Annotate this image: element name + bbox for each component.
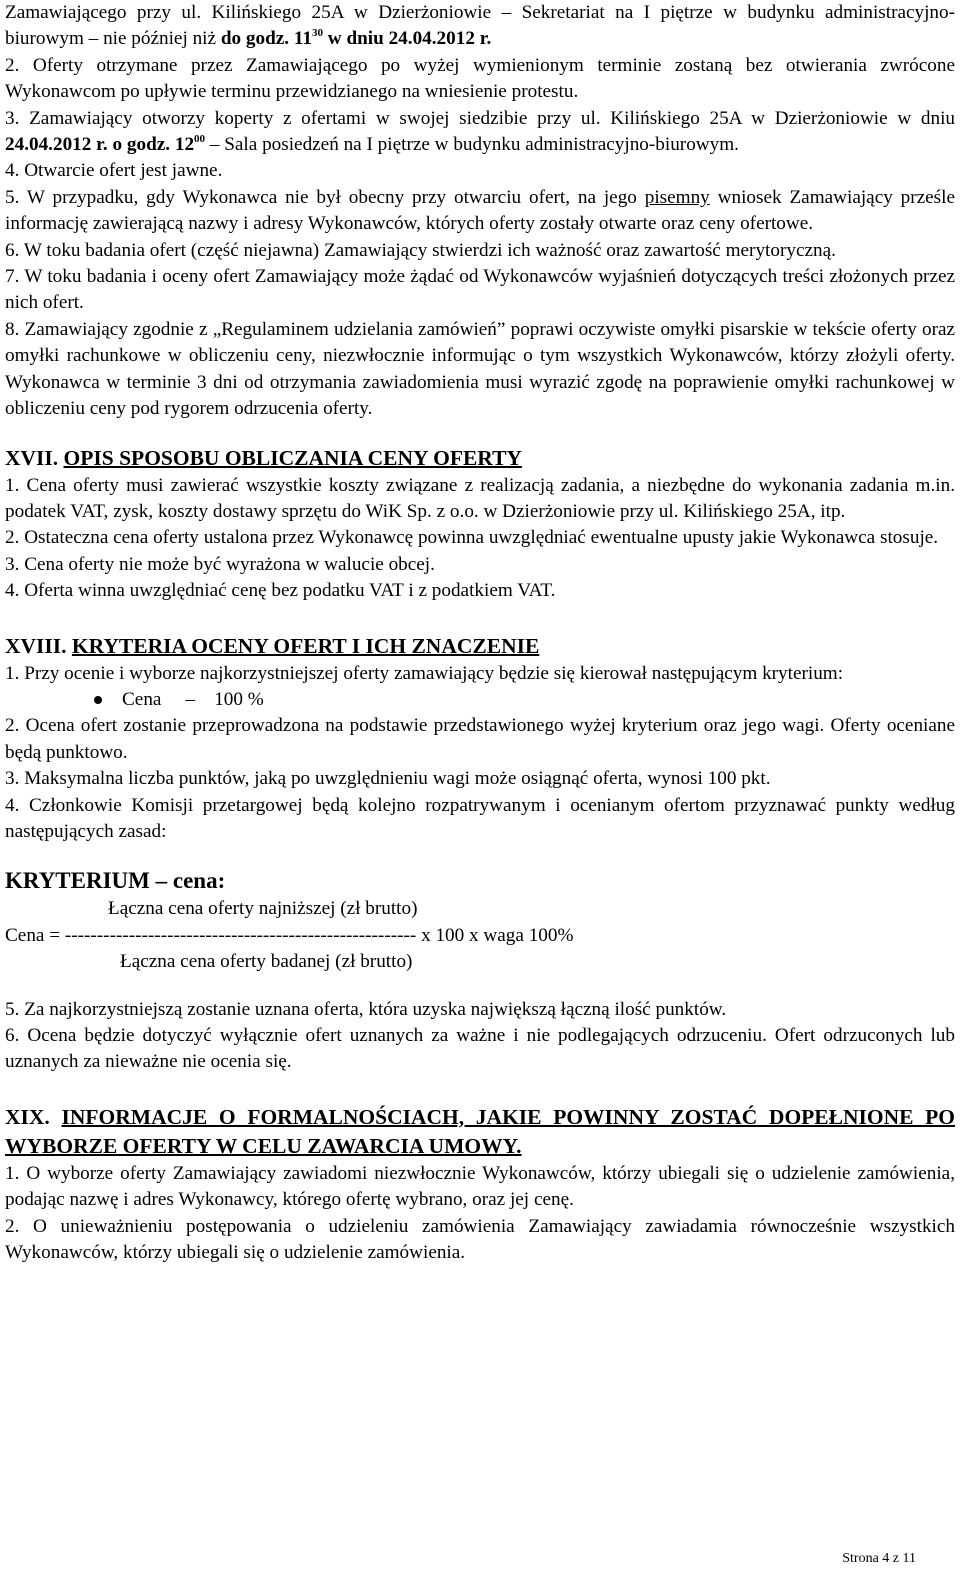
paragraph-5: 5. W przypadku, gdy Wykonawca nie był obecny przy otwarciu ofert, na jego pisemny wniosek Zamawiający prześle informację zawierającą nazwy i adresy Wykonawców, których oferty zostały otwarte oraz ceny ofertowe. — [5, 186, 955, 235]
paragraph-17-1: 1. Cena oferty musi zawierać wszystkie koszty związane z realizacją zadania, a niezbędne do wykonania zadania m.in. podatek VAT, zysk, koszty dostawy sprzętu do WiK Sp. z o.o. w Dzierżoniowie przy ul. Kilińskiego 25A, itp. — [5, 474, 955, 522]
criterion-bullet — [5, 687, 955, 713]
paragraph-6: 6. W toku badania ofert (część niejawna) Zamawiający stwierdzi ich ważność oraz zawartość merytoryczną. — [5, 239, 836, 261]
paragraph-18-3: 3. Maksymalna liczba punktów, jaką po uwzględnieniu wagi może osiągnąć oferta, wynosi 100 pkt. — [5, 768, 771, 790]
paragraph-19-1: 1. O wyborze oferty Zamawiający zawiadomi niezwłocznie Wykonawców, którzy ubiegali się o udzielenie zamówienia, podając nazwę i adres Wykonawcy, którego ofertę wybrano, oraz jej cenę. — [5, 1162, 955, 1211]
paragraph-18-2: 2. Ocena ofert zostanie przeprowadzona na podstawie przedstawionego wyżej kryterium oraz jego wagi. Oferty oceniane będą punktowo. — [5, 715, 955, 763]
section-heading-xix — [5, 1103, 955, 1161]
paragraph-18-1: 1. Przy ocenie i wyborze najkorzystniejszej oferty zamawiający będzie się kierował następującym kryterium: — [5, 662, 844, 684]
section-title: INFORMACJE O FORMALNOŚCIACH, JAKIE POWINNY ZOSTAĆ DOPEŁNIONE PO WYBORZE OFERTY W CELU ZAWARCIA UMOWY. — [5, 1104, 956, 1158]
section-heading-xvii — [5, 444, 955, 473]
section-title: KRYTERIA OCENY OFERT I ICH ZNACZENIE — [71, 633, 540, 658]
page-number: Strona 4 z 11 — [842, 1551, 916, 1566]
bullet-icon — [94, 696, 102, 704]
paragraph-8: 8. Zamawiający zgodnie z „Regulaminem udzielania zamówień” poprawi oczywiste omyłki pisarskie w tekście oferty oraz omyłki rachunkowe w obliczeniu ceny, niezwłocznie informując o tym wszystkich Wykonawców, którzy złożyli oferty. Wykonawca w terminie 3 dni od otrzymania zawiadomienia musi wyrazić zgodę na poprawienie omyłki rachunkowej w obliczeniu ceny pod rygorem odrzucenia oferty. — [5, 318, 955, 420]
paragraph-2: 2. Oferty otrzymane przez Zamawiającego po wyżej wymienionym terminie zostaną bez otwierania zwrócone Wykonawcom po upływie terminu przewidzianego na wniesienie protestu. — [5, 54, 955, 103]
paragraph-19-2: 2. O unieważnieniu postępowania o udzieleniu zamówienia Zamawiający zawiadamia równocześnie wszystkich Wykonawców, którzy ubiegali się o udzielenie zamówienia. — [5, 1215, 955, 1263]
document-page — [5, 0, 955, 1266]
paragraph-17-4: 4. Oferta winna uwzględniać cenę bez podatku VAT i z podatkiem VAT. — [5, 580, 556, 602]
formula-denominator: Łączna cena oferty badanej (zł brutto) — [120, 951, 413, 973]
paragraph-7: 7. W toku badania i oceny ofert Zamawiający może żądać od Wykonawców wyjaśnień dotyczących treści złożonych przez nich ofert. — [5, 266, 955, 314]
section-number: XIX. — [5, 1104, 50, 1129]
text-line: administracyjno-biurowym – nie później niż — [5, 2, 955, 50]
paragraph-18-4: 4. Członkowie Komisji przetargowej będą kolejno rozpatrywanym i ocenianym ofertom przyznawać punkty według następujących zasad: — [5, 794, 955, 842]
paragraph-top-continuation — [5, 0, 955, 53]
paragraph-18-5: 5. Za najkorzystniejszą zostanie uznana oferta, która uzyska największą łączną ilość punktów. — [5, 998, 727, 1020]
paragraph-17-3: 3. Cena oferty nie może być wyrażona w walucie obcej. — [5, 553, 435, 575]
underlined-word: pisemny — [644, 186, 710, 208]
section-title: OPIS SPOSOBU OBLICZANIA CENY OFERTY — [63, 445, 522, 470]
section-number: XVII. — [5, 445, 59, 470]
paragraph-18-6: 6. Ocena będzie dotyczyć wyłącznie ofert uznanych za ważne i nie podlegających odrzuceniu. Ofert odrzuconych lub uznanych za nieważne nie ocenia się. — [5, 1024, 955, 1073]
paragraph-3: 3. Zamawiający otworzy koperty z ofertami w swojej siedzibie przy ul. Kilińskiego 25A w Dzierżoniowie w dniu 24.04.2012 r. o godz. $12^{00}$ – Sala posiedzeń na I piętrze w budynku administracyjno-biurowym. — [5, 107, 955, 156]
criterion-text: Cena – 100 % — [122, 688, 264, 710]
section-number: XVIII. — [5, 633, 67, 658]
deadline-bold: do godz. $11^{30}$ w dniu 24.04.2012 r. — [220, 27, 492, 50]
opening-date-bold: 24.04.2012 r. o godz. $12^{00}$ — [5, 133, 206, 156]
formula-numerator: Łączna cena oferty najniższej (zł brutto) — [108, 898, 418, 920]
text-line: Zamawiającego przy ul. Kilińskiego 25A w Dzierżoniowie – Sekretariat na I piętrze w budynku — [5, 2, 815, 23]
paragraph-4: 4. Otwarcie ofert jest jawne. — [5, 160, 223, 182]
criterion-heading: KRYTERIUM – cena: — [5, 868, 226, 894]
paragraph-17-2: 2. Ostateczna cena oferty ustalona przez Wykonawcę powinna uwzględniać ewentualne upusty jakie Wykonawca stosuje. — [5, 527, 939, 549]
formula-main: Cena = ------------------------------------------------------- x 100 x waga 100% — [5, 924, 574, 946]
section-heading-xviii — [5, 632, 955, 661]
